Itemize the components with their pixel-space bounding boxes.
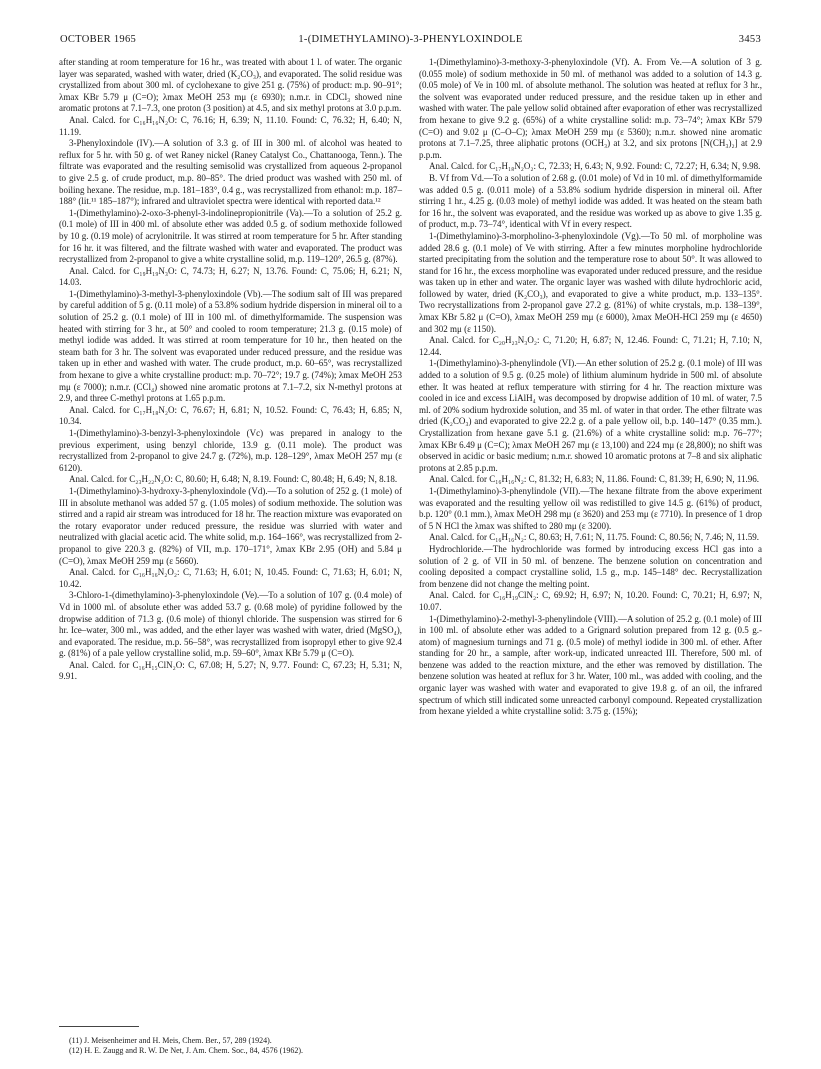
- paragraph: 1-(Dimethylamino)-2-oxo-3-phenyl-3-indolinepropionitrile (Va).—To a solution of 25.2 g. (0.1 mole) of III in 400 ml. of absolute ether was added 0.5 g. of sodium methoxide followed by 10 g. (0.19 mole) of acrylonitrile. It was stirred at room temperature for 5 hr. After standing for 16 hr. it was filtered, and the filtrate washed with water and evaporated. The product was recrystallized from 2-propanol to give a white crystalline solid, m.p. 119–120°, 26.5 g. (87%).: [59, 207, 402, 265]
- paragraph: Anal. Calcd. for C₁₆H₁₆N₂O: C, 76.16; H, 6.39; N, 11.10. Found: C, 76.32; H, 6.40; N, 11.19.: [59, 114, 402, 137]
- paragraph: Anal. Calcd. for C₁₆H₁₆N₂: C, 81.32; H, 6.83; N, 11.86. Found: C, 81.39; H, 6.90; N, 11.96.: [429, 474, 760, 485]
- paragraph: B. Vf from Vd.—To a solution of 2.68 g. (0.01 mole) of Vd in 10 ml. of dimethylformamide was added 0.5 g. (0.011 mole) of a 53.8% sodium hydride dispersion in mineral oil. After stirring 1 hr., 4.25 g. (0.03 mole) of methyl iodide was added. It was heated on the steam bath for 16 hr., the solvent was evaporated, and the residue was worked up as above to give 1.35 g. of product, m.p. 73–74°, identical with Vf in every respect.: [419, 172, 762, 230]
- footnotes: [59, 1036, 402, 1056]
- paragraph: 3-Chloro-1-(dimethylamino)-3-phenyloxindole (Ve).—To a solution of 107 g. (0.4 mole) of Vd in 1000 ml. of absolute ether was added 53.7 g. (0.68 mole) of pyridine followed by the dropwise addition of 71.3 g. (0.6 mole) of thionyl chloride. The suspension was stirred for 6 hr. Ice–water, 300 ml., was added, and the ether layer was washed with water, dried (MgSO₄), and evaporated. The residue, m.p. 56–58°, was recrystallized from isopropyl ether to give 92.4 g. (81%) of a pale yellow crystalline solid, m.p. 59–60°, λmax KBr 5.79 μ (C=O).: [59, 590, 402, 659]
- running-header-date: OCTOBER 1965: [60, 34, 137, 45]
- paragraph: Anal. Calcd. for C₁₉H₁₉N₃O: C, 74.73; H, 6.27; N, 13.76. Found: C, 75.06; H, 6.21; N, 14.03.: [59, 265, 402, 288]
- footnote: (11) J. Meisenheimer and H. Meis, Chem. Ber., 57, 289 (1924).: [69, 1036, 272, 1045]
- paragraph: 1-(Dimethylamino)-3-benzyl-3-phenyloxindole (Vc) was prepared in analogy to the previous experiment, using benzyl chloride, 13.9 g. (0.11 mole). The product was recrystallized from 2-propanol to give 24.7 g. (72%), m.p. 128–129°, λmax MeOH 257 mμ (ε 6120).: [59, 428, 402, 473]
- paragraph: Anal. Calcd. for C₁₆H₁₉ClN₂: C, 69.92; H, 6.97; N, 10.20. Found: C, 70.21; H, 6.97; N, 10.07.: [419, 590, 762, 612]
- paragraph: 1-(Dimethylamino)-3-morpholino-3-phenyloxindole (Vg).—To 50 ml. of morpholine was added 28.6 g. (0.1 mole) of Ve with stirring. After a few minutes morpholine hydrochloride started precipitating from the solution and the temperature rose to about 50°. It was allowed to stand for 16 hr., the excess morpholine was evaporated under reduced pressure, and the residue was taken up in ether and water. The organic layer was washed with dilute hydrochloric acid, followed by water, dried (K₂CO₃), and evaporated to give a white product, m.p. 133–135°. Two recrystallizations from 2-propanol gave 27.2 g. (81%) of white crystals, m.p. 138–139°, λmax KBr 5.82 μ (C=O), λmax MeOH 259 mμ (ε 6000), λmax MeOH-HCl 259 mμ (ε 4650) and 302 mμ (ε 1150).: [419, 230, 762, 334]
- paragraph: Anal. Calcd. for C₁₆H₁₅ClN₂O: C, 67.08; H, 5.27; N, 9.77. Found: C, 67.23; H, 5.31; N, 9.91.: [59, 659, 402, 682]
- paragraph: Hydrochloride.—The hydrochloride was formed by introducing excess HCl gas into a solution of 2 g. of VII in 50 ml. of benzene. The benzene solution on concentration and cooling deposited a compact crystalline solid, 1.5 g., m.p. 145–148° dec. Recrystallization from benzene did not change the melting point.: [419, 543, 762, 589]
- paragraph: 1-(Dimethylamino)-3-phenylindole (VII).—The hexane filtrate from the above experiment was evaporated and the resulting yellow oil was redistilled to give 14.5 g. (61%) of product, b.p. 120° (0.1 mm.), λmax MeOH 298 mμ (ε 3620) and 253 mμ (ε 7710). In presence of 1 drop of 5 N HCl the λmax was shifted to 280 mμ (ε 3200).: [419, 485, 762, 531]
- left-column: [59, 57, 402, 683]
- footnote-rule: [59, 1026, 139, 1027]
- paragraph: 1-(Dimethylamino)-2-methyl-3-phenylindole (VIII).—A solution of 25.2 g. (0.1 mole) of III in 100 ml. of absolute ether was added to a Grignard solution prepared from 12 g. (0.5 g.-atom) of magnesium turnings and 71 g. (0.5 mole) of methyl iodide in 300 ml. of ether. After standing for 20 hr., a sample, after work-up, indicated unreacted III. Therefore, 500 ml. of benzene was added to the reaction mixture, and the ether was removed by distillation. The benzene solution was heated at reflux for 3 hr. Water, 100 ml., was added with cooling, and the organic layer was washed with water and evaporated to give 19.8 g. of an oil, the infrared spectrum of which still indicated some unreacted carbonyl compound. Repeated crystallization from hexane yielded a white crystalline solid: 3.75 g. (15%);: [419, 613, 762, 717]
- paragraph: Anal. Calcd. for C₂₃H₂₂N₂O: C, 80.60; H, 6.48; N, 8.19. Found: C, 80.48; H, 6.49; N, 8.18.: [69, 474, 398, 485]
- paragraph: 1-(Dimethylamino)-3-methoxy-3-phenyloxindole (Vf). A. From Ve.—A solution of 3 g. (0.055 mole) of sodium methoxide in 50 ml. of methanol was added to a solution of 14.3 g. (0.05 mole) of Ve in 100 ml. of absolute methanol. The solution was heated at reflux for 3 hr., the solvent was evaporated under reduced pressure, and the residue taken up in ether and washed with water. The pale yellow solid obtained after evaporation of ether was recrystallized from hexane to give 9.2 g. (65%) of a white crystalline solid: m.p. 73–74°; λmax KBr 579 (C=O) and 9.02 μ (C–O–C); λmax MeOH 259 mμ (ε 5360); n.m.r. showed nine aromatic protons at 7.1–7.25, three aliphatic protons (OCH₃) at 3.2, and six protons [N(CH₃)₂] at 2.9 p.p.m.: [419, 57, 762, 160]
- paragraph: 1-(Dimethylamino)-3-hydroxy-3-phenyloxindole (Vd).—To a solution of 252 g. (1 mole) of III in absolute methanol was added 57 g. (1.05 moles) of sodium methoxide. The solution was stirred and a rapid air stream was introduced for 18 hr. The reaction mixture was evaporated on the rotary evaporator under reduced pressure, the residue was slurried with water and neutralized with glacial acetic acid. The white solid, m.p. 164–166°, was recrystallized from 2-propanol to give 220.3 g. (82%) of VII, m.p. 170–171°, λmax KBr 2.95 (OH) and 5.84 μ (C=O), λmax MeOH 259 mμ (ε 5660).: [59, 485, 402, 566]
- paragraph: Anal. Calcd. for C₁₆H₁₆N₂O₂: C, 71.63; H, 6.01; N, 10.45. Found: C, 71.63; H, 6.01; N, 10.42.: [59, 567, 402, 589]
- page-number: 3453: [738, 34, 761, 45]
- paragraph: after standing at room temperature for 16 hr., was treated with about 1 l. of water. The organic layer was separated, washed with water, dried (K₂CO₃), and evaporated. The solid residue was crystallized from about 300 ml. of cyclohexane to give 251 g. (75%) of product: m.p. 90–91°; λmax KBr 5.79 μ (C=O); λmax MeOH 253 mμ (ε 6930); n.m.r. in CDCl₃ showed nine aromatic protons at 7.1–7.3, one proton (3 position) at 4.5, and six methyl protons at 3.0 p.p.m.: [59, 57, 402, 114]
- running-header-title: 1-(DIMETHYLAMINO)-3-PHENYLOXINDOLE: [298, 34, 523, 45]
- paragraph: 1-(Dimethylamino)-3-phenylindole (VI).—An ether solution of 25.2 g. (0.1 mole) of III was added to a solution of 9.5 g. (0.25 mole) of lithium aluminum hydride in 500 ml. of absolute ether. It was heated at reflux temperature with stirring for 4 hr. The reaction mixture was cooled in ice and excess LiAlH₄ was decomposed by dropwise addition of 10 ml. of water, 7.5 ml. of 20% sodium hydroxide solution, and 35 ml. of water in that order. The ether filtrate was dried (K₂CO₃) and evaporated to give 22.2 g. of a pale yellow oil, b.p. 140–147° (0.35 mm.). Crystallization from hexane gave 5.1 g. (21.6%) of a white crystalline solid: m.p. 76–77°; λmax KBr 6.49 μ (C=C); λmax MeOH 267 mμ (ε 13,100) and 224 mμ (ε 28,800); no shift was observed in acidic or basic medium; n.m.r. showed 10 aromatic protons at 7–8 and six aliphatic protons at 2.85 p.p.m.: [419, 358, 762, 473]
- paragraph: Anal. Calcd. for C₁₆H₁₆N₂: C, 80.63; H, 7.61; N, 11.75. Found: C, 80.56; N, 7.46; N, 11.59.: [429, 532, 760, 543]
- paragraph: 3-Phenyloxindole (IV).—A solution of 3.3 g. of III in 300 ml. of alcohol was heated to reflux for 5 hr. with 50 g. of wet Raney nickel (Raney Catalyst Co., Chattanooga, Tenn.). The filtrate was evaporated and the resulting semisolid was crystallized from aqueous 2-propanol to give 2.5 g. of crude product, m.p. 80–85°. The dried product was washed with 250 ml. of boiling hexane. The residue, m.p. 181–183°, 0.4 g., was recrystallized from ethanol: m.p. 187–188° (lit.¹¹ 185–187°); infrared and ultraviolet spectra were identical with reported data.¹²: [59, 138, 402, 207]
- paragraph: Anal. Calcd. for C₁₇H₁₈N₂O: C, 76.67; H, 6.81; N, 10.52. Found: C, 76.43; H, 6.85; N, 10.34.: [59, 404, 402, 427]
- right-column: [419, 57, 762, 718]
- paragraph: 1-(Dimethylamino)-3-methyl-3-phenyloxindole (Vb).—The sodium salt of III was prepared by careful addition of 5 g. (0.11 mole) of a 53.8% sodium hydride dispersion in mineral oil to a solution of 25.2 g. (0.1 mole) of III in 100 ml. of dimethylformamide. The suspension was heated with stirring for 3 hr., at 50° and cooled to room temperature; 21.3 g. (0.15 mole) of methyl iodide was added. It was stirred at room temperature for 10 hr., then heated on the steam bath for 3 hr. The solvent was evaporated under reduced pressure, and the residue was taken up in ether and washed with water. The crude product, m.p. 60–65°, was recrystallized from hexane to give a white crystalline product: m.p. 70–72°; 19.7 g. (74%); λmax MeOH 253 mμ (ε 7000); n.m.r. (CCl₄) showed nine aromatic protons at 7.1–7.2, six N-methyl protons at 2.9, and three C-methyl protons at 1.65 p.p.m.: [59, 288, 402, 404]
- footnote: (12) H. E. Zaugg and R. W. De Net, J. Am. Chem. Soc., 84, 4576 (1962).: [69, 1046, 303, 1055]
- paragraph: Anal. Calcd. for C₁₇H₁₈N₂O₂: C, 72.33; H, 6.43; N, 9.92. Found: C, 72.27; H, 6.34; N, 9.98.: [429, 161, 761, 172]
- paragraph: Anal. Calcd. for C₂₀H₂₃N₃O₂: C, 71.20; H, 6.87; N, 12.46. Found: C, 71.21; H, 7.10; N, 12.44.: [419, 335, 762, 357]
